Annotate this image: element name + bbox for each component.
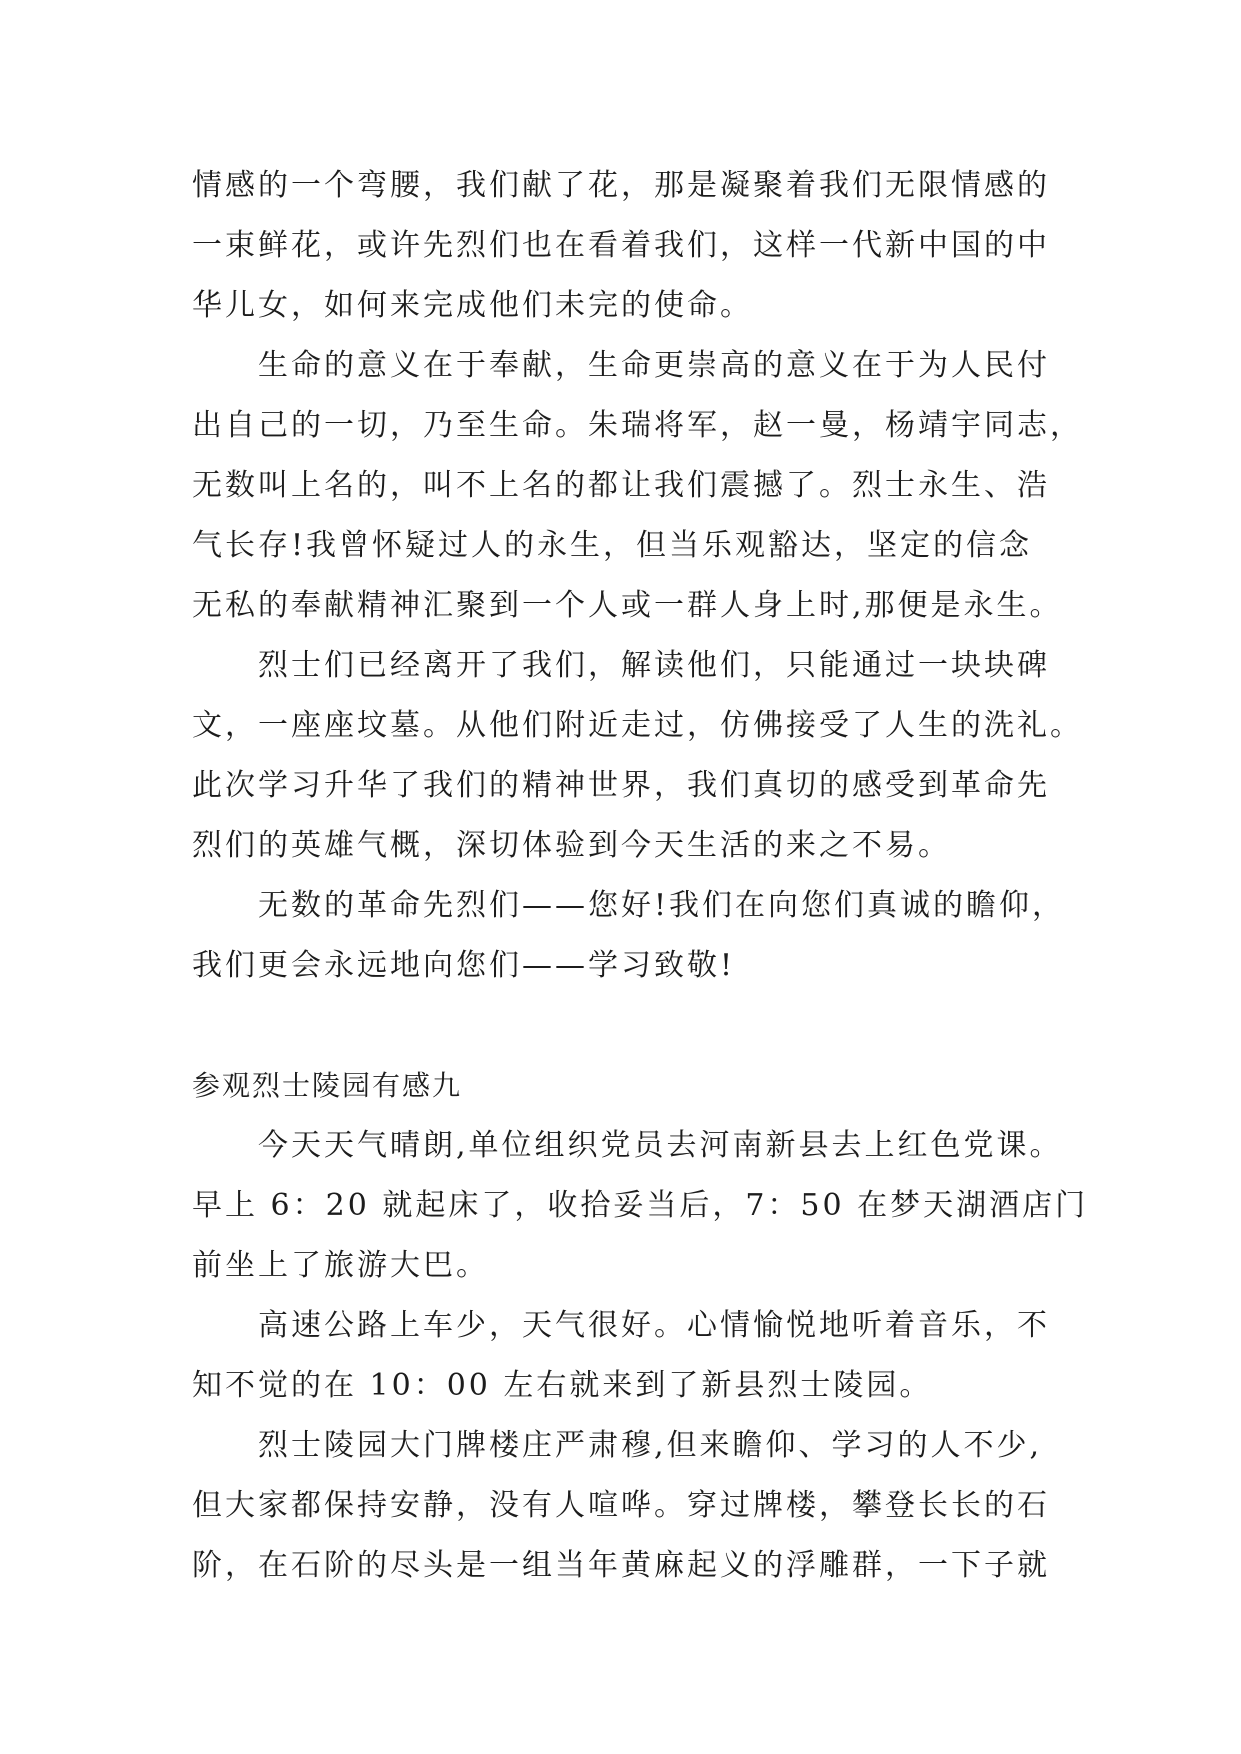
paragraph-line: 烈们的英雄气概，深切体验到今天生活的来之不易。: [192, 828, 951, 863]
paragraph-line: 我们更会永远地向您们——学习致敬!: [192, 948, 736, 983]
paragraph-7: [192, 1416, 1052, 1596]
section-gap: [192, 996, 1052, 1056]
paragraph-line: 无数的革命先烈们——您好!我们在向您们真诚的瞻仰，: [258, 888, 1066, 923]
paragraph-5: [192, 1116, 1089, 1296]
paragraph-line: 情感的一个弯腰，我们献了花，那是凝聚着我们无限情感的: [192, 168, 1050, 203]
paragraph-line: 但大家都保持安静，没有人喧哗。穿过牌楼，攀登长长的石: [192, 1488, 1050, 1523]
paragraph-3: [192, 636, 1083, 876]
section-title: 参观烈士陵园有感九: [192, 1069, 463, 1102]
paragraph-line: 此次学习升华了我们的精神世界，我们真切的感受到革命先: [192, 768, 1050, 803]
paragraph-line: 华儿女，如何来完成他们未完的使命。: [192, 288, 753, 323]
paragraph-line: 阶，在石阶的尽头是一组当年黄麻起义的浮雕群，一下子就: [192, 1548, 1050, 1583]
paragraph-line: 高速公路上车少，天气很好。心情愉悦地听着音乐，不: [258, 1308, 1050, 1343]
paragraph-line: 知不觉的在 10：00 左右就来到了新县烈士陵园。: [192, 1368, 933, 1403]
paragraph-line: 无数叫上名的，叫不上名的都让我们震撼了。烈士永生、浩: [192, 468, 1050, 503]
paragraph-6: [192, 1296, 1052, 1416]
paragraph-line: 气长存!我曾怀疑过人的永生，但当乐观豁达，坚定的信念: [192, 528, 1033, 563]
paragraph-line: 烈士陵园大门牌楼庄严肃穆,但来瞻仰、学习的人不少,: [258, 1428, 1043, 1463]
paragraph-line: 出自己的一切，乃至生命。朱瑞将军，赵一曼，杨靖宇同志，: [192, 408, 1083, 443]
paragraph-line: 今天天气晴朗,单位组织党员去河南新县去上红色党课。: [258, 1128, 1063, 1163]
paragraph-2: [192, 336, 1083, 636]
paragraph-line: 前坐上了旅游大巴。: [192, 1248, 489, 1283]
paragraph-line: 文，一座座坟墓。从他们附近走过，仿佛接受了人生的洗礼。: [192, 708, 1083, 743]
paragraph-1: [192, 156, 1052, 336]
paragraph-line: 烈士们已经离开了我们，解读他们，只能通过一块块碑: [258, 648, 1050, 683]
paragraph-line: 生命的意义在于奉献，生命更崇高的意义在于为人民付: [258, 348, 1050, 383]
paragraph-line: 早上 6：20 就起床了，收拾妥当后，7：50 在梦天湖酒店门: [192, 1188, 1089, 1223]
paragraph-line: 无私的奉献精神汇聚到一个人或一群人身上时,那便是永生。: [192, 588, 1063, 623]
paragraph-4: [192, 876, 1066, 996]
document-body: [192, 156, 1089, 1596]
paragraph-line: 一束鲜花，或许先烈们也在看着我们，这样一代新中国的中: [192, 228, 1050, 263]
